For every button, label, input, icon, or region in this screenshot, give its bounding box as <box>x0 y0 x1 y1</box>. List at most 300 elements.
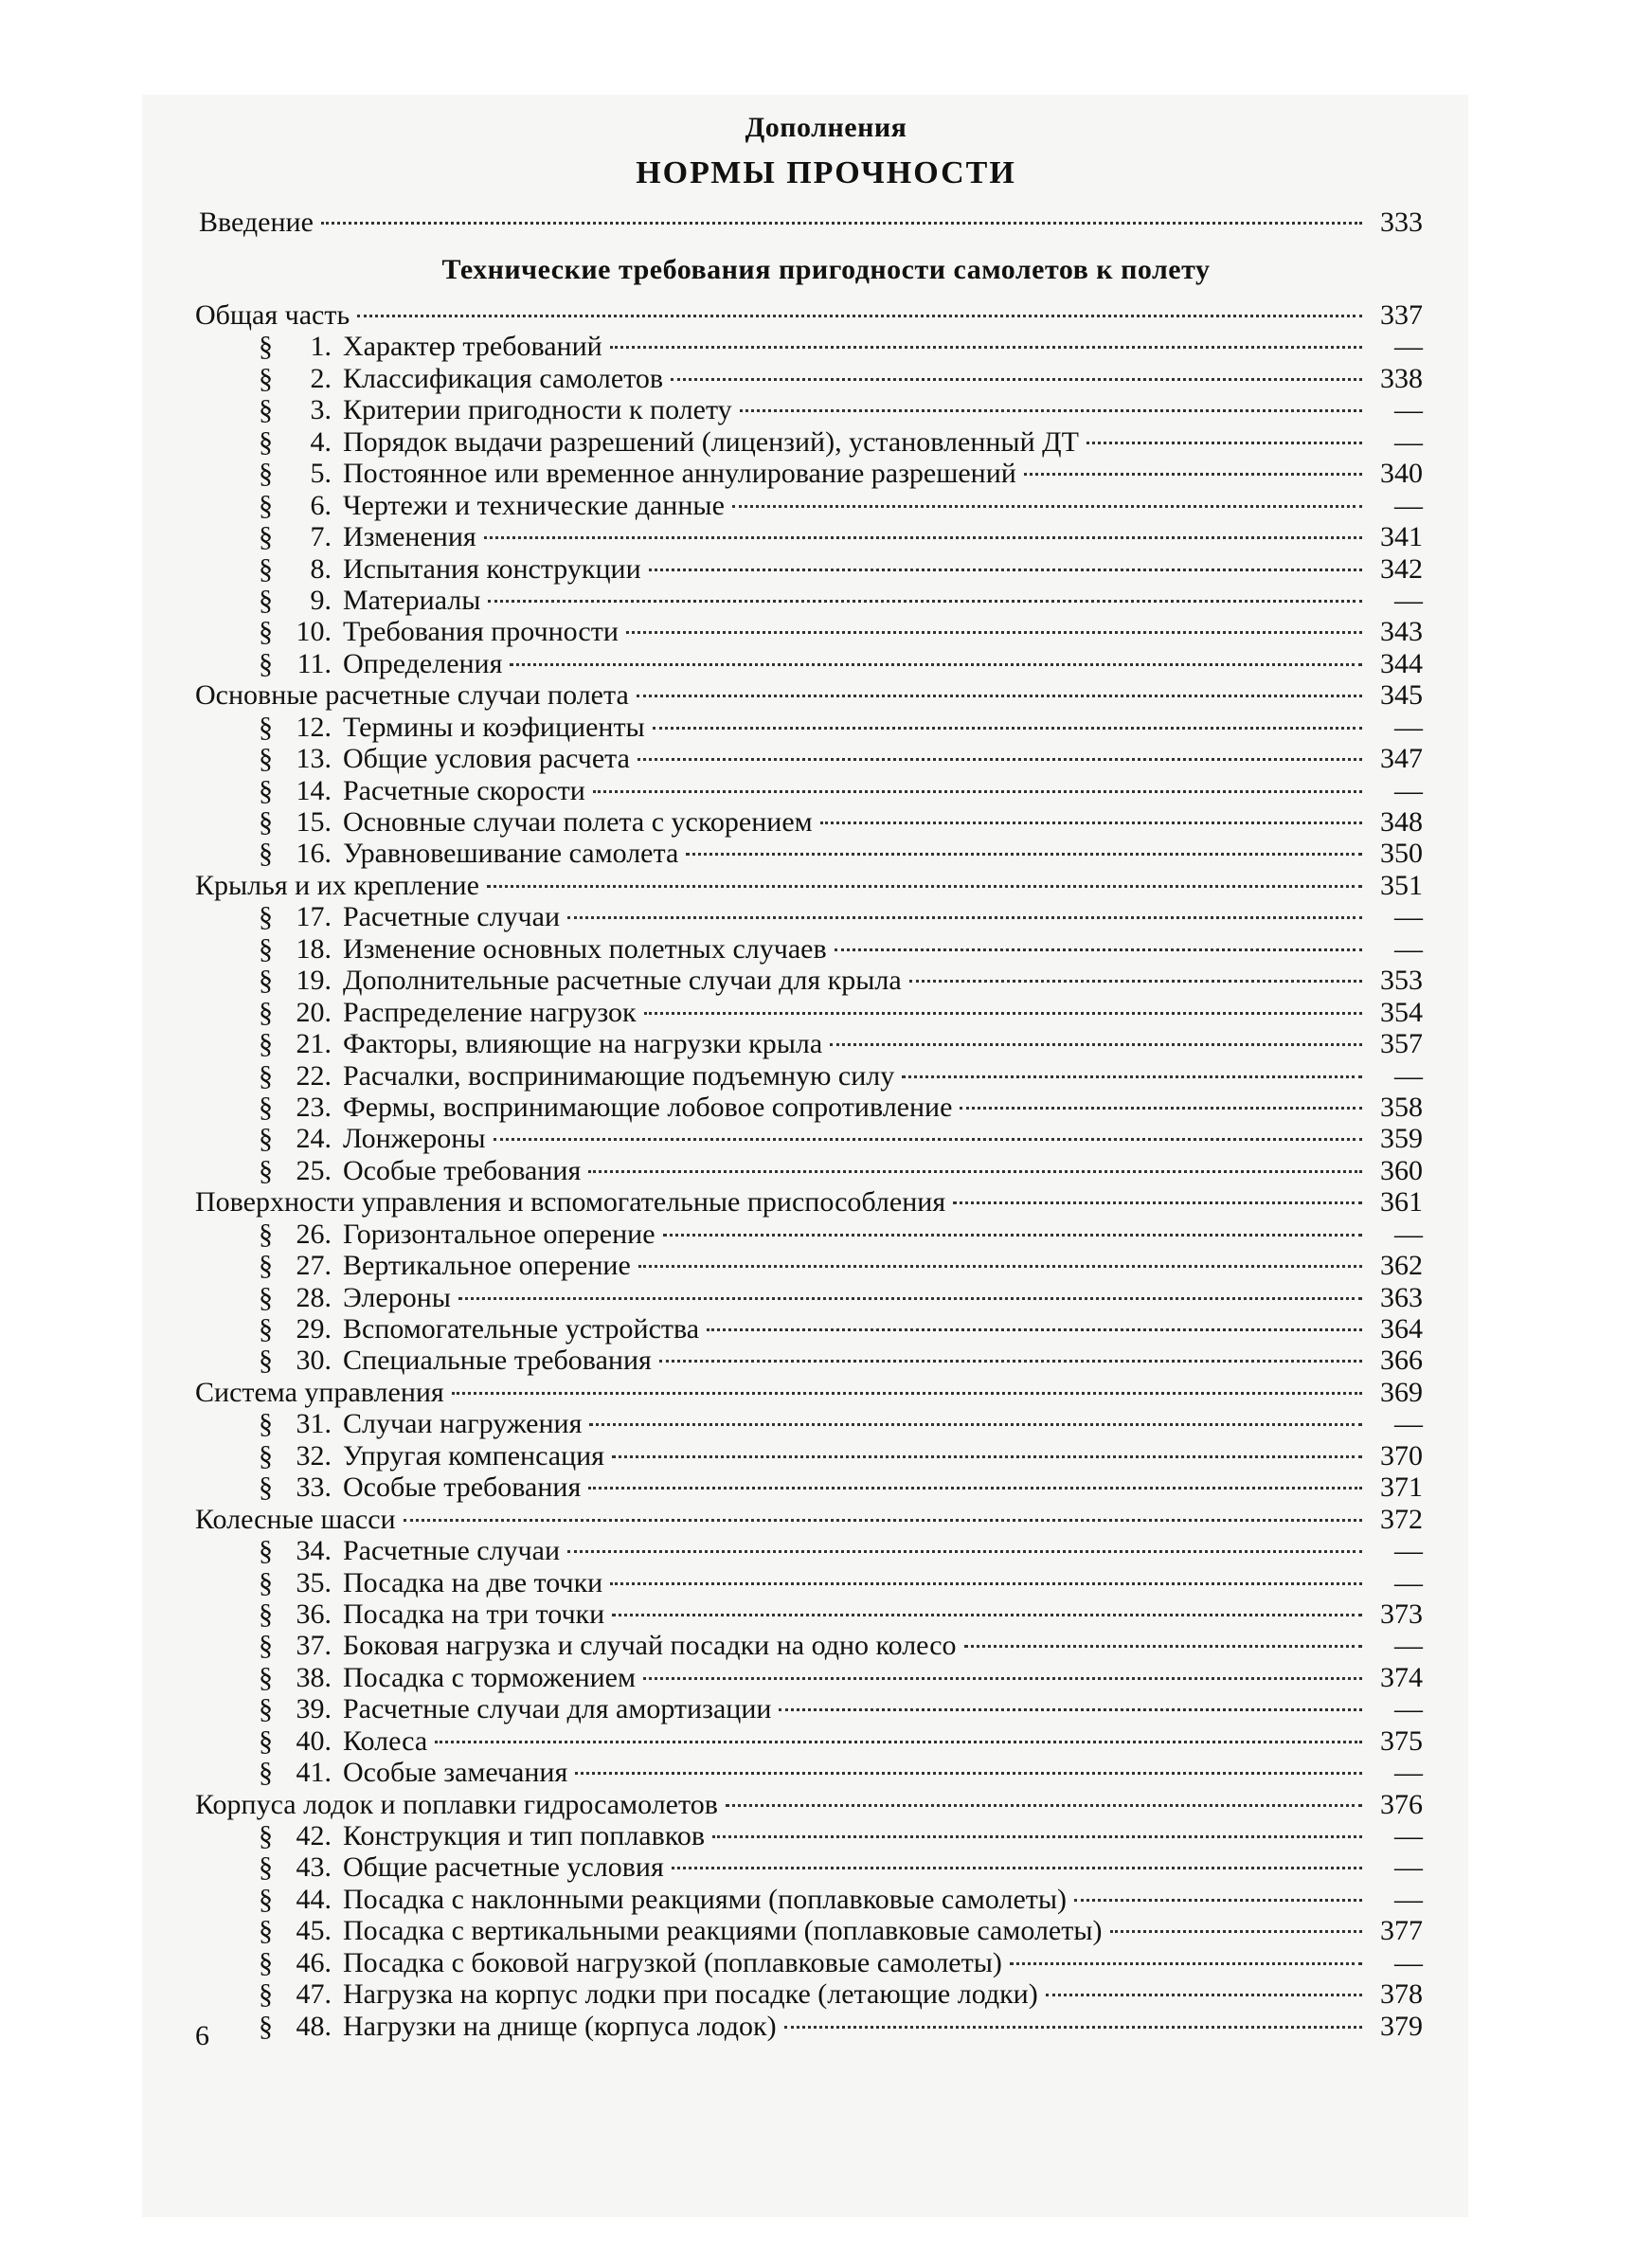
dot-leader <box>835 948 1362 951</box>
dot-leader <box>644 1012 1362 1015</box>
toc-entry-label: Критерии пригодности к полету <box>343 394 732 426</box>
toc-entry-label: Дополнительные расчетные случаи для крыла <box>343 965 902 997</box>
toc-group-label: Крылья и их крепление <box>195 869 479 901</box>
toc-entry-row <box>195 394 1423 425</box>
toc-entry-row <box>195 585 1423 616</box>
toc-page-number: — <box>1394 1946 1423 1978</box>
toc-entry-row <box>195 1345 1423 1376</box>
section-number: 19. <box>296 965 332 997</box>
section-number: 9. <box>310 584 332 616</box>
section-number: 42. <box>296 1820 332 1851</box>
dot-leader <box>589 1423 1362 1426</box>
dot-leader <box>588 1170 1362 1173</box>
dot-leader <box>686 853 1362 856</box>
section-sign: § <box>259 521 273 553</box>
section-number: 31. <box>296 1408 332 1440</box>
section-sign: § <box>259 458 273 490</box>
toc-page-number: 343 <box>1380 616 1423 648</box>
section-sign: § <box>259 1250 273 1282</box>
toc-page-number: 379 <box>1380 2010 1423 2042</box>
toc-page-number: 358 <box>1380 1091 1423 1123</box>
section-sign: § <box>259 394 273 426</box>
section-sign: § <box>259 774 273 806</box>
dot-leader <box>637 695 1362 697</box>
section-number: 3. <box>310 394 332 426</box>
toc-page-number: 369 <box>1380 1376 1423 1408</box>
toc-entry-label: Особые замечания <box>343 1757 568 1789</box>
toc-page-number: — <box>1394 1535 1423 1567</box>
toc-page-number: — <box>1394 711 1423 743</box>
toc-entry-label: Изменение основных полетных случаев <box>343 932 827 965</box>
toc-page-number: — <box>1394 1408 1423 1440</box>
toc-entry-label: Уравновешивание самолета <box>343 838 679 870</box>
section-number: 4. <box>310 425 332 458</box>
section-sign: § <box>259 2010 273 2042</box>
toc-entry-row <box>195 838 1423 869</box>
section-number: 32. <box>296 1439 332 1472</box>
toc-page-number: 347 <box>1380 743 1423 775</box>
toc-page-number: 371 <box>1380 1472 1423 1504</box>
section-sign: § <box>259 1661 273 1693</box>
dot-leader <box>902 1075 1362 1078</box>
toc-entry-row <box>195 1440 1423 1472</box>
section-sign: § <box>259 1946 273 1978</box>
section-number: 11. <box>296 647 332 679</box>
dot-leader <box>663 1234 1362 1237</box>
toc-entry-row <box>195 1851 1423 1883</box>
toc-group-label: Система управления <box>195 1376 444 1408</box>
page-number: 6 <box>195 2020 209 2051</box>
section-number: 2. <box>310 362 332 394</box>
toc-entry-label: Классификация самолетов <box>343 362 664 394</box>
toc-page-number: 378 <box>1380 1978 1423 2011</box>
section-number: 18. <box>296 932 332 965</box>
section-sign: § <box>259 1091 273 1123</box>
toc-page-number: — <box>1394 1566 1423 1598</box>
toc-entry-label: Определения <box>343 647 503 679</box>
toc-page-number: — <box>1394 584 1423 616</box>
section-number: 14. <box>296 774 332 806</box>
dot-leader <box>452 1392 1362 1395</box>
toc-entry-label: Боковая нагрузка и случай посадки на одно колесо <box>343 1630 957 1662</box>
toc-entry-row <box>195 648 1423 679</box>
toc-entry-row <box>195 1947 1423 1978</box>
section-sign: § <box>259 616 273 648</box>
table-of-contents <box>195 299 1423 2042</box>
toc-group-row <box>195 870 1423 901</box>
dot-leader <box>567 916 1362 919</box>
section-sign: § <box>259 1439 273 1472</box>
dot-leader <box>458 1297 1362 1300</box>
dot-leader <box>510 663 1362 666</box>
section-number: 36. <box>296 1598 332 1630</box>
toc-page-number: 373 <box>1380 1598 1423 1630</box>
toc-page-number: — <box>1394 489 1423 521</box>
section-number: 16. <box>296 838 332 870</box>
dot-leader <box>610 1582 1362 1585</box>
toc-entry-row <box>195 1060 1423 1092</box>
toc-entry-row <box>195 1408 1423 1439</box>
section-number: 17. <box>296 901 332 933</box>
section-number: 6. <box>310 489 332 521</box>
toc-entry-row <box>195 997 1423 1028</box>
section-number: 40. <box>296 1724 332 1757</box>
toc-entry-row <box>195 1155 1423 1186</box>
toc-entry-row <box>195 458 1423 489</box>
section-number: 33. <box>296 1472 332 1504</box>
section-sign: § <box>259 331 273 363</box>
toc-entry-row <box>195 1535 1423 1566</box>
toc-entry-label: Посадка с наклонными реакциями (поплавковые самолеты) <box>343 1883 1068 1915</box>
dot-leader <box>830 1043 1362 1046</box>
toc-page-number: 340 <box>1380 458 1423 490</box>
section-sign: § <box>259 932 273 965</box>
dot-leader <box>626 631 1362 634</box>
section-number: 10. <box>296 616 332 648</box>
toc-group-row <box>195 299 1423 331</box>
toc-entry-label: Чертежи и технические данные <box>343 489 725 521</box>
section-sign: § <box>259 1059 273 1092</box>
toc-page-number: 344 <box>1380 647 1423 679</box>
dot-leader <box>1074 1899 1362 1902</box>
toc-entry-row <box>195 363 1423 394</box>
toc-intro-row <box>199 207 1423 238</box>
dot-leader <box>643 1677 1362 1680</box>
dot-leader <box>637 758 1362 761</box>
toc-page-number: — <box>1394 331 1423 363</box>
toc-entry-row <box>195 775 1423 806</box>
toc-entry-row <box>195 331 1423 362</box>
toc-page-number: 350 <box>1380 838 1423 870</box>
toc-entry-label: Требования прочности <box>343 616 619 648</box>
dot-leader <box>487 885 1362 888</box>
dot-leader <box>321 222 1362 225</box>
toc-page-number: — <box>1394 774 1423 806</box>
section-sign: § <box>259 1281 273 1313</box>
toc-entry-label: Расчетные случаи для амортизации <box>343 1693 772 1725</box>
toc-page-number: 342 <box>1380 552 1423 585</box>
section-number: 8. <box>310 552 332 585</box>
toc-entry-label: Вертикальное оперение <box>343 1250 631 1282</box>
toc-page-number: — <box>1394 1851 1423 1884</box>
toc-page-number: 364 <box>1380 1313 1423 1345</box>
toc-entry-label: Элероны <box>343 1281 451 1313</box>
dot-leader <box>488 600 1362 603</box>
toc-entry-label: Вспомогательные устройства <box>343 1313 700 1345</box>
section-number: 38. <box>296 1661 332 1693</box>
toc-page-number: 372 <box>1380 1503 1423 1535</box>
section-sign: § <box>259 1313 273 1345</box>
section-sign: § <box>259 1408 273 1440</box>
toc-intro-label: Введение <box>199 207 314 238</box>
toc-entry-label: Факторы, влияющие на нагрузки крыла <box>343 1028 823 1060</box>
section-number: 1. <box>310 331 332 363</box>
toc-group-row <box>195 1186 1423 1218</box>
section-sign: § <box>259 1851 273 1884</box>
dot-leader <box>588 1487 1362 1490</box>
toc-entry-row <box>195 1472 1423 1503</box>
toc-entry-row <box>195 521 1423 552</box>
dot-leader <box>960 1107 1362 1110</box>
toc-entry-label: Распределение нагрузок <box>343 996 637 1028</box>
dot-leader <box>712 1835 1362 1838</box>
section-number: 27. <box>296 1250 332 1282</box>
toc-entry-row <box>195 1915 1423 1946</box>
toc-page-number: 375 <box>1380 1724 1423 1757</box>
dot-leader <box>953 1201 1362 1204</box>
dot-leader <box>909 980 1362 983</box>
toc-group-label: Общая часть <box>195 299 350 331</box>
toc-group-row <box>195 1377 1423 1408</box>
section-number: 30. <box>296 1345 332 1377</box>
section-supplement-heading: Дополнения <box>745 112 907 143</box>
section-sign: § <box>259 1915 273 1947</box>
toc-page-number: 360 <box>1380 1154 1423 1186</box>
toc-page-number: 361 <box>1380 1186 1423 1219</box>
toc-page-number: — <box>1394 1059 1423 1092</box>
toc-group-label: Поверхности управления и вспомогательные приспособления <box>195 1186 946 1219</box>
section-sign: § <box>259 552 273 585</box>
toc-entry-row <box>195 1282 1423 1313</box>
section-sign: § <box>259 838 273 870</box>
section-number: 22. <box>296 1059 332 1092</box>
toc-entry-row <box>195 1250 1423 1281</box>
toc-entry-label: Расчетные случаи <box>343 1535 560 1567</box>
toc-entry-label: Нагрузки на днище (корпуса лодок) <box>343 2010 777 2042</box>
section-sign: § <box>259 996 273 1028</box>
section-sign: § <box>259 647 273 679</box>
dot-leader <box>1086 442 1362 444</box>
section-number: 29. <box>296 1313 332 1345</box>
toc-entry-row <box>195 1820 1423 1851</box>
toc-page-number: 353 <box>1380 965 1423 997</box>
toc-entry-row <box>195 1630 1423 1661</box>
toc-entry-label: Колеса <box>343 1724 428 1757</box>
toc-entry-row <box>195 1757 1423 1788</box>
dot-leader <box>610 346 1362 349</box>
toc-page-number: — <box>1394 425 1423 458</box>
toc-entry-row <box>195 743 1423 774</box>
section-number: 45. <box>296 1915 332 1947</box>
toc-entry-label: Упругая компенсация <box>343 1439 604 1472</box>
toc-page-number: — <box>1394 1820 1423 1851</box>
section-sign: § <box>259 1630 273 1662</box>
toc-page-number: 366 <box>1380 1345 1423 1377</box>
toc-entry-row <box>195 1598 1423 1630</box>
toc-page-number: 351 <box>1380 869 1423 901</box>
dot-leader <box>820 822 1362 824</box>
dot-leader <box>659 1360 1362 1363</box>
toc-page-number: 357 <box>1380 1028 1423 1060</box>
section-sign: § <box>259 584 273 616</box>
dot-leader <box>1110 1930 1363 1933</box>
section-sign: § <box>259 1472 273 1504</box>
section-number: 47. <box>296 1978 332 2011</box>
section-number: 43. <box>296 1851 332 1884</box>
toc-entry-row <box>195 616 1423 647</box>
toc-group-row <box>195 1504 1423 1535</box>
dot-leader <box>1046 1994 1362 1996</box>
section-sign: § <box>259 1123 273 1155</box>
section-number: 7. <box>310 521 332 553</box>
dot-leader <box>612 1455 1362 1458</box>
section-sign: § <box>259 1345 273 1377</box>
toc-page-number: — <box>1394 394 1423 426</box>
section-sign: § <box>259 362 273 394</box>
section-sign: § <box>259 1154 273 1186</box>
section-sign: § <box>259 1757 273 1789</box>
section-sign: § <box>259 1566 273 1598</box>
section-number: 20. <box>296 996 332 1028</box>
section-number: 21. <box>296 1028 332 1060</box>
toc-entry-row <box>195 712 1423 743</box>
toc-group-row <box>195 679 1423 711</box>
section-sign: § <box>259 711 273 743</box>
toc-entry-label: Фермы, воспринимающие лобовое сопротивление <box>343 1091 953 1123</box>
toc-entry-row <box>195 490 1423 521</box>
toc-entry-label: Посадка с вертикальными реакциями (поплавковые самолеты) <box>343 1915 1103 1947</box>
toc-entry-row <box>195 1884 1423 1915</box>
section-sign: § <box>259 806 273 838</box>
toc-entry-row <box>195 901 1423 932</box>
dot-leader <box>575 1772 1362 1775</box>
toc-entry-label: Посадка на две точки <box>343 1566 603 1598</box>
section-number: 44. <box>296 1883 332 1915</box>
toc-entry-row <box>195 1123 1423 1154</box>
dot-leader <box>653 727 1362 730</box>
toc-page-number: 354 <box>1380 996 1423 1028</box>
toc-entry-row <box>195 1313 1423 1345</box>
dot-leader <box>404 1519 1362 1522</box>
toc-page-number: 376 <box>1380 1788 1423 1820</box>
dot-leader <box>593 790 1362 793</box>
toc-page-number: 362 <box>1380 1250 1423 1282</box>
section-number: 34. <box>296 1535 332 1567</box>
toc-entry-label: Горизонтальное оперение <box>343 1218 655 1250</box>
section-sign: § <box>259 1978 273 2011</box>
toc-entry-label: Постоянное или временное аннулирование разрешений <box>343 458 1016 490</box>
toc-page-number: 341 <box>1380 521 1423 553</box>
toc-entry-label: Расчалки, воспринимающие подъемную силу <box>343 1059 895 1092</box>
toc-entry-label: Случаи нагружения <box>343 1408 583 1440</box>
toc-entry-label: Порядок выдачи разрешений (лицензий), установленный ДТ <box>343 425 1079 458</box>
section-sign: § <box>259 901 273 933</box>
toc-entry-label: Особые требования <box>343 1154 582 1186</box>
section-number: 37. <box>296 1630 332 1662</box>
section-sign: § <box>259 1693 273 1725</box>
toc-entry-row <box>195 426 1423 458</box>
dot-leader <box>964 1645 1362 1648</box>
toc-entry-label: Нагрузка на корпус лодки при посадке (летающие лодки) <box>343 1978 1038 2011</box>
toc-entry-row <box>195 1693 1423 1724</box>
toc-entry-row <box>195 1219 1423 1250</box>
toc-page-number: — <box>1394 1218 1423 1250</box>
toc-page-number: 337 <box>1380 299 1423 331</box>
section-sign: § <box>259 1028 273 1060</box>
dot-leader <box>671 378 1362 381</box>
dot-leader <box>740 409 1362 412</box>
toc-entry-label: Термины и коэфициенты <box>343 711 645 743</box>
toc-entry-label: Материалы <box>343 584 481 616</box>
section-number: 25. <box>296 1154 332 1186</box>
section-number: 15. <box>296 806 332 838</box>
toc-entry-label: Посадка с торможением <box>343 1661 636 1693</box>
toc-entry-label: Характер требований <box>343 331 602 363</box>
toc-entry-label: Расчетные случаи <box>343 901 560 933</box>
toc-entry-label: Специальные требования <box>343 1345 652 1377</box>
toc-page-number: — <box>1394 1630 1423 1662</box>
section-sign: § <box>259 1598 273 1630</box>
toc-entry-row <box>195 1978 1423 2010</box>
toc-page-number: 374 <box>1380 1661 1423 1693</box>
section-sign: § <box>259 489 273 521</box>
section-sign: § <box>259 1883 273 1915</box>
section-number: 46. <box>296 1946 332 1978</box>
toc-entry-label: Конструкция и тип поплавков <box>343 1820 706 1851</box>
toc-entry-label: Расчетные скорости <box>343 774 585 806</box>
toc-entry-label: Лонжероны <box>343 1123 486 1155</box>
toc-page-number: 338 <box>1380 362 1423 394</box>
toc-page-number: — <box>1394 932 1423 965</box>
toc-page-number: 370 <box>1380 1439 1423 1472</box>
toc-entry-row <box>195 2011 1423 2042</box>
dot-leader <box>732 505 1362 508</box>
section-sign: § <box>259 1218 273 1250</box>
dot-leader <box>1010 1962 1362 1965</box>
dot-leader <box>784 2026 1362 2029</box>
toc-entry-label: Основные случаи полета с ускорением <box>343 806 813 838</box>
toc-page-number: 377 <box>1380 1915 1423 1947</box>
section-sign: § <box>259 743 273 775</box>
dot-leader <box>779 1708 1362 1711</box>
toc-group-label: Корпуса лодок и поплавки гидросамолетов <box>195 1788 718 1820</box>
section-number: 35. <box>296 1566 332 1598</box>
section-number: 39. <box>296 1693 332 1725</box>
toc-page-number: 359 <box>1380 1123 1423 1155</box>
toc-entry-label: Особые требования <box>343 1472 582 1504</box>
toc-entry-row <box>195 806 1423 838</box>
toc-group-label: Колесные шасси <box>195 1503 396 1535</box>
toc-entry-label: Общие расчетные условия <box>343 1851 664 1884</box>
toc-entry-row <box>195 553 1423 585</box>
dot-leader <box>707 1328 1362 1331</box>
page-title: НОРМЫ ПРОЧНОСТИ <box>636 155 1016 190</box>
dot-leader <box>1024 473 1362 476</box>
section-number: 12. <box>296 711 332 743</box>
toc-entry-row <box>195 1662 1423 1693</box>
toc-page-number: — <box>1394 1883 1423 1915</box>
dot-leader <box>638 1265 1362 1268</box>
section-number: 28. <box>296 1281 332 1313</box>
section-sign: § <box>259 1820 273 1851</box>
toc-entry-label: Посадка с боковой нагрузкой (поплавковые самолеты) <box>343 1946 1002 1978</box>
dot-leader <box>357 315 1362 317</box>
toc-entry-label: Посадка на три точки <box>343 1598 605 1630</box>
toc-entry-label: Общие условия расчета <box>343 743 630 775</box>
dot-leader <box>494 1138 1362 1141</box>
toc-entry-row <box>195 1028 1423 1059</box>
section-number: 48. <box>296 2010 332 2042</box>
toc-entry-row <box>195 965 1423 996</box>
toc-entry-row <box>195 1725 1423 1757</box>
section-number: 13. <box>296 743 332 775</box>
section-number: 41. <box>296 1757 332 1789</box>
toc-intro-page: 333 <box>1380 207 1423 238</box>
toc-page-number: 363 <box>1380 1281 1423 1313</box>
section-sign: § <box>259 1724 273 1757</box>
dot-leader <box>612 1614 1362 1616</box>
section-number: 26. <box>296 1218 332 1250</box>
